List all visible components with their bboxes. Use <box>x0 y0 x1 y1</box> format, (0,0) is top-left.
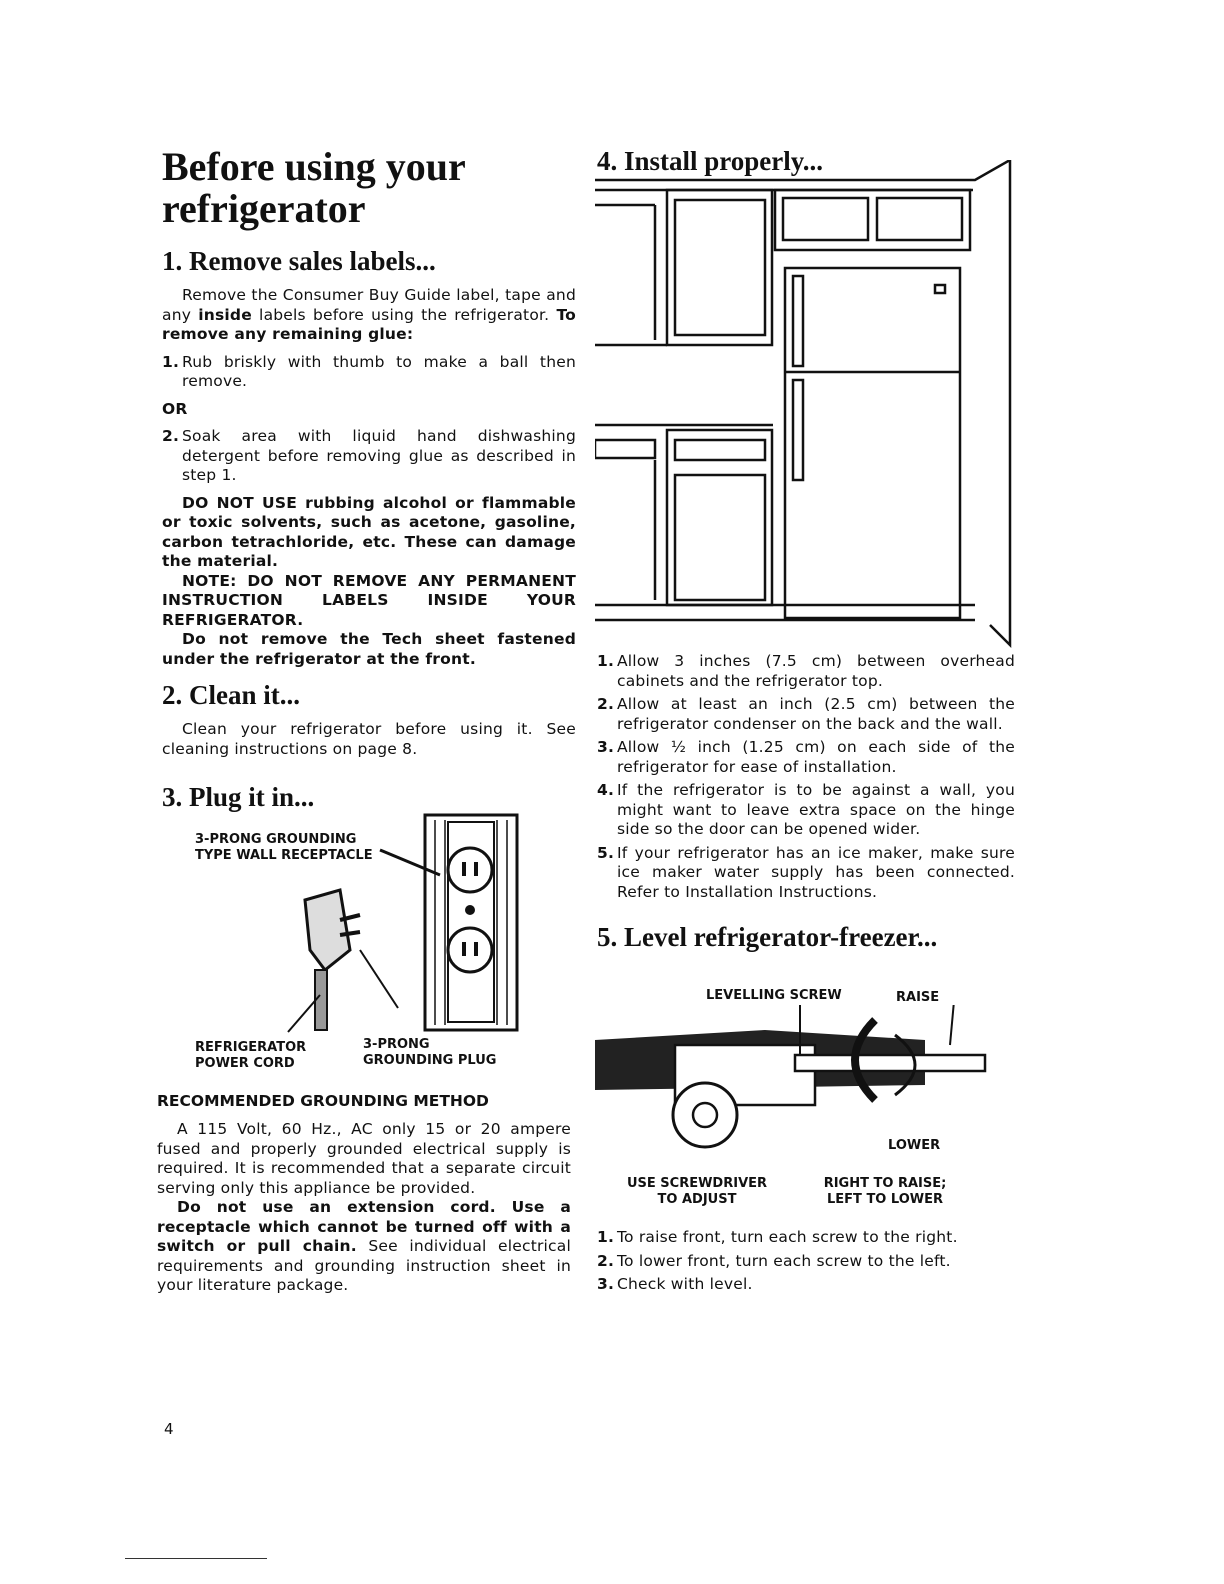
plug-receptacle-illustration <box>280 810 530 1040</box>
section-4-heading: 4. Install properly... <box>597 146 824 176</box>
list-item <box>162 353 576 392</box>
installation-illustration <box>595 160 1020 650</box>
section-1-heading: 1. Remove sales labels... <box>162 246 436 276</box>
item-text: Allow ½ inch (1.25 cm) on each side of the refrigerator for ease of installation. <box>617 738 1015 776</box>
text: See individual electrical requirements and grounding instruction sheet in your literature package. <box>157 1237 571 1294</box>
section-5-heading: 5. Level refrigerator-freezer... <box>597 922 938 952</box>
item-text: To lower front, turn each screw to the left. <box>617 1251 951 1270</box>
item-number: 1. <box>597 652 615 670</box>
warning-text: DO NOT USE rubbing alcohol or flammable or toxic solvents, such as acetone, gasoline, carbon tetrachloride, etc. These can damage the material. <box>162 493 576 570</box>
power-cord-label: REFRIGERATOR POWER CORD <box>195 1040 307 1071</box>
item-number: 4. <box>597 781 615 799</box>
raise-label: RAISE <box>896 990 940 1005</box>
text: Remove the Consumer Buy Guide label, tape and any <box>162 286 576 324</box>
text: inside <box>198 305 252 324</box>
item-text: If the refrigerator is to be against a wall, you might want to leave extra space on the hinge side so the door can be opened wider. <box>617 781 1015 838</box>
section-2-heading: 2. Clean it... <box>162 680 300 710</box>
item-number: 2. <box>597 695 615 713</box>
section-3-heading: 3. Plug it in... <box>162 782 315 812</box>
item-number: 3. <box>597 738 615 756</box>
list-item <box>597 695 1015 734</box>
or-label: OR <box>162 399 188 418</box>
section-5-list <box>597 1228 1015 1299</box>
list-item <box>597 1275 1015 1295</box>
page-number: 4 <box>164 1420 174 1438</box>
intro-paragraph <box>162 286 576 345</box>
section-4-list <box>597 652 1015 906</box>
item-text: Rub briskly with thumb to make a ball then remove. <box>182 352 576 390</box>
tech-sheet-text: Do not remove the Tech sheet fastened under the refrigerator at the front. <box>162 630 576 668</box>
levelling-screw-label: LEVELLING SCREW <box>706 988 842 1003</box>
item-text: Check with level. <box>617 1275 753 1293</box>
extension-cord-warning: Do not use an extension cord. Use a receptacle which cannot be turned off with a switch or pull chain. <box>157 1198 571 1255</box>
grounding-plug-label: 3-PRONG GROUNDING PLUG <box>363 1037 497 1068</box>
direction-label: RIGHT TO RAISE; LEFT TO LOWER <box>823 1176 947 1207</box>
item-number: 2. <box>597 1251 615 1270</box>
section-2-text: Clean your refrigerator before using it. See cleaning instructions on page 8. <box>162 720 576 758</box>
item-text: Allow 3 inches (7.5 cm) between overhead cabinets and the refrigerator top. <box>617 652 1015 690</box>
method-text: A 115 Volt, 60 Hz., AC only 15 or 20 ampere fused and properly grounded electrical supply is required. It is recommended that a separate circuit serving only this appliance be provided. <box>157 1120 571 1197</box>
footer-rule <box>125 1558 267 1559</box>
list-item <box>597 844 1015 903</box>
item-text: If your refrigerator has an ice maker, make sure ice maker water supply has been connected. Refer to Installation Instructions. <box>617 843 1015 901</box>
list-item <box>597 738 1015 777</box>
item-number: 1. <box>162 352 180 371</box>
item-text: To raise front, turn each screw to the right. <box>617 1228 958 1246</box>
item-number: 3. <box>597 1275 615 1293</box>
section-1-body <box>162 286 576 669</box>
item-number: 2. <box>162 427 180 445</box>
text: labels before using the refrigerator. <box>251 305 557 324</box>
use-screwdriver-label: USE SCREWDRIVER TO ADJUST <box>626 1176 768 1207</box>
item-text: Allow at least an inch (2.5 cm) between the refrigerator condenser on the back and the wall. <box>617 695 1015 733</box>
item-number: 5. <box>597 843 615 862</box>
text: To remove any remaining glue: <box>162 305 577 343</box>
grounding-method-heading: RECOMMENDED GROUNDING METHOD <box>157 1092 489 1110</box>
list-item <box>162 427 576 486</box>
item-text: Soak area with liquid hand dishwashing detergent before removing glue as described in step 1. <box>182 427 576 484</box>
list-item <box>597 652 1015 691</box>
list-item <box>597 781 1015 840</box>
list-item <box>597 1228 1015 1248</box>
item-number: 1. <box>597 1228 615 1246</box>
receptacle-label: 3-PRONG GROUNDING TYPE WALL RECEPTACLE <box>195 832 373 863</box>
note-text: NOTE: DO NOT REMOVE ANY PERMANENT INSTRUCTION LABELS INSIDE YOUR REFRIGERATOR. <box>162 571 576 629</box>
levelling-illustration <box>595 1005 995 1155</box>
lower-label: LOWER <box>888 1138 941 1153</box>
grounding-method-body <box>157 1120 571 1296</box>
page-title: Before using your refrigerator <box>162 144 465 231</box>
list-item <box>597 1252 1015 1272</box>
